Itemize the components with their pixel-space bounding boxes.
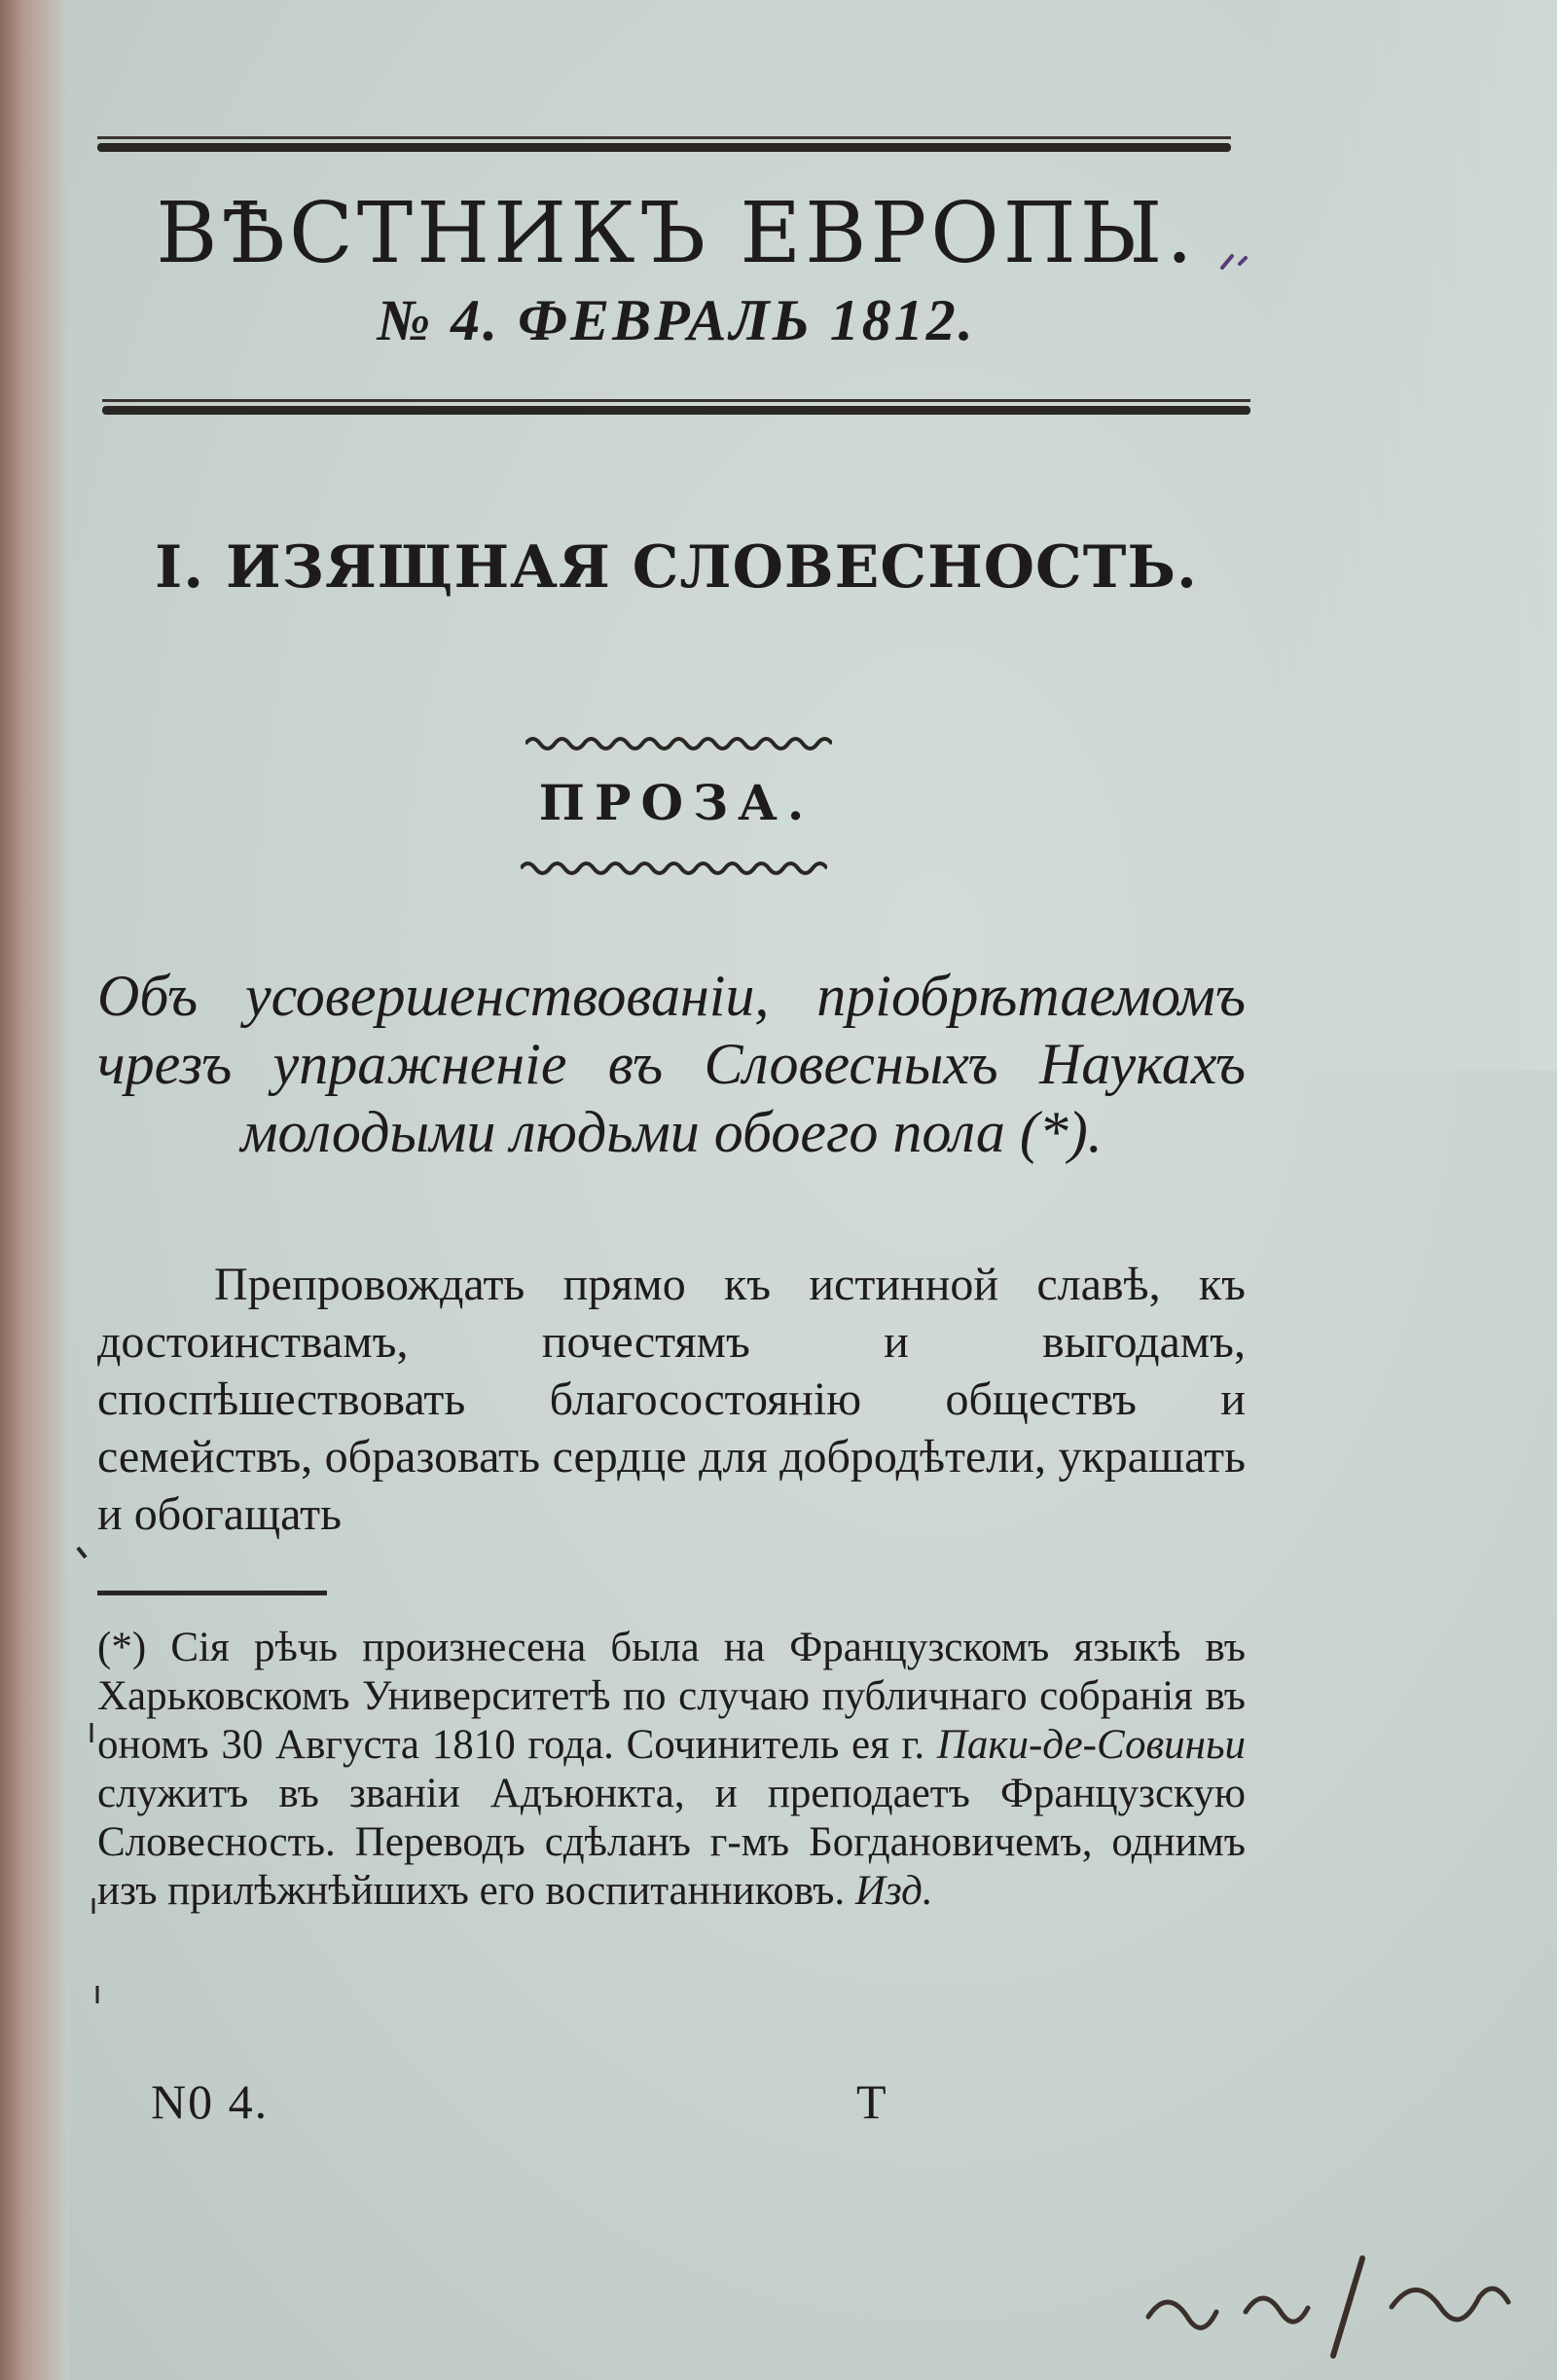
signature-mark-left: N0 4. bbox=[151, 2074, 270, 2129]
paper-edge bbox=[1265, 0, 1557, 1071]
footnote bbox=[97, 1624, 1246, 1916]
footnote-text-part2: служитъ въ званіи Адъюнкта, и преподаетъ Французскую Словесность. Переводъ сдѣланъ г-мъ Богдановичемъ, однимъ изъ прилѣжнѣйшихъ его воспитанниковъ. bbox=[97, 1771, 1246, 1914]
issue-line: № 4. ФЕВРАЛЬ 1812. bbox=[377, 288, 976, 352]
footnote-rule bbox=[97, 1591, 327, 1595]
subsection-title: ПРОЗА. bbox=[538, 774, 815, 831]
margin-marks bbox=[68, 1528, 107, 2034]
purple-ink-dot bbox=[1216, 248, 1255, 277]
signature-mark-right: Т bbox=[856, 2074, 887, 2129]
section-title: I. ИЗЯЩНАЯ СЛОВЕСНОСТЬ. bbox=[155, 533, 1198, 602]
article-body: Препровождать прямо къ истинной славѣ, къ достоинствамъ, почестямъ и выгодамъ, споспѣшествовать благосостоянію обществъ и семействъ, образовать сердце для добродѣтели, украшать и обогащать bbox=[97, 1259, 1246, 1540]
book-spine bbox=[0, 0, 68, 2380]
journal-title: ВѢСТНИКЪ ЕВРОПЫ. bbox=[156, 185, 1197, 282]
handwritten-note bbox=[1129, 2239, 1538, 2365]
wave-ornament-top bbox=[525, 732, 832, 755]
footnote-sign: Изд. bbox=[854, 1868, 933, 1914]
footnote-text-part1: (*) Сія рѣчь произнесена была на Французскомъ языкѣ въ Харьковскомъ Университетѣ по случаю публичнаго собранія въ ономъ 30 Августа 1810 года. Сочинитель ея г. bbox=[97, 1625, 1246, 1768]
wave-ornament-bottom bbox=[521, 857, 827, 880]
footnote-author: Паки-де-Совиньи bbox=[936, 1722, 1247, 1768]
article-title: Объ усовершенствованіи, пріобрѣтаемомъ чрезъ упражненіе въ Словесныхъ Наукахъ молодыми людьми обоего пола (*). bbox=[97, 964, 1246, 1164]
